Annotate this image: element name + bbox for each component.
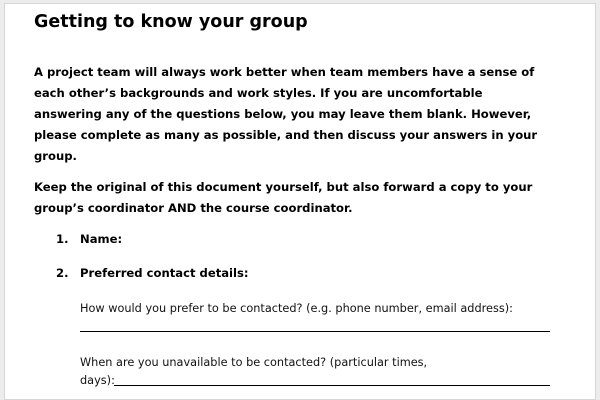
item-number: 1. [56,232,69,246]
answer-line-unavailable-times[interactable] [114,385,550,386]
intro-paragraph [34,62,537,167]
item-number: 2. [56,266,69,280]
question-contact-method: How would you prefer to be contacted? (e.g. phone number, email address): [80,302,513,315]
form-item-name [56,229,122,249]
answer-line-contact-method[interactable] [80,331,550,332]
item-label-contact-details: Preferred contact details: [80,266,249,280]
instruction-line: Keep the original of this document yourself, but also forward a copy to your [34,180,533,194]
intro-line: please complete as many as possible, and then discuss your answers in your [34,128,538,142]
intro-line: A project team will always work better when team members have a sense of [34,65,535,79]
item-label-name: Name: [80,232,123,246]
document-page [4,3,596,400]
instruction-paragraph [34,177,532,219]
intro-line: group. [34,149,77,163]
instruction-line: group’s coordinator AND the course coordinator. [34,201,353,215]
form-item-contact-details [56,263,249,283]
intro-line: each other’s backgrounds and work styles. If you are uncomfortable [34,86,483,100]
question-line: When are you unavailable to be contacted? (particular times, [80,356,428,369]
question-line: days): [80,374,115,387]
intro-line: answering any of the questions below, you may leave them blank. However, [34,107,532,121]
document-title: Getting to know your group [34,12,308,32]
